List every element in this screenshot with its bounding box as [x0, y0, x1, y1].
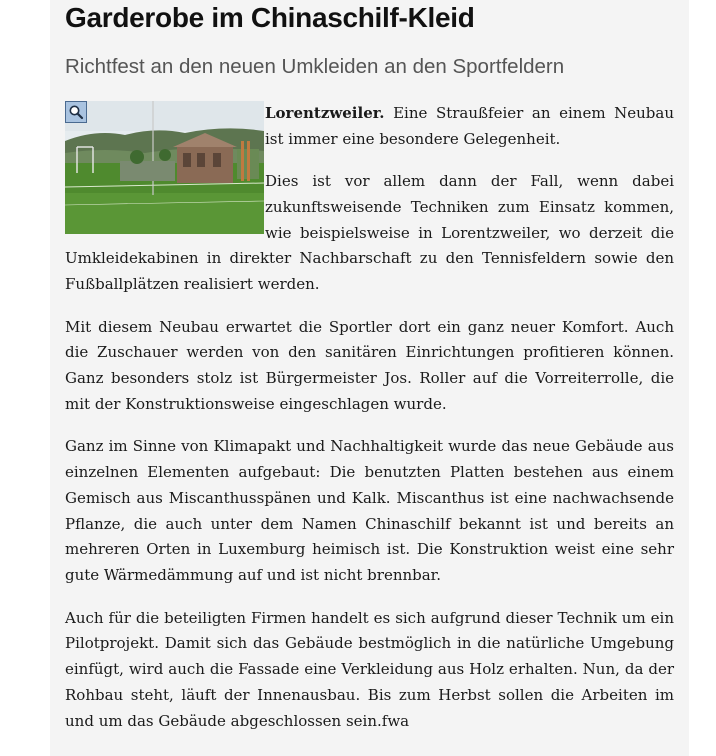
article-photo[interactable] — [65, 101, 264, 234]
article-title: Garderobe im Chinaschilf-Kleid — [65, 2, 475, 33]
article-subtitle: Richtfest an den neuen Umkleiden an den Sportfeldern — [65, 55, 565, 78]
article-dateline: Lorentzweiler. — [265, 104, 385, 122]
article-paragraph-text: Eine Straußfeier an einem Neubau ist immer eine besondere Gelegenheit. — [265, 104, 674, 148]
sports-field-photo — [65, 101, 264, 234]
article-paragraph: Ganz im Sinne von Klimapakt und Nachhaltigkeit wurde das neue Gebäude aus einzelnen Elementen aufgebaut: Die benutzten Platten bestehen aus einem Gemisch aus Miscanthusspänen und Kalk. Miscanthus ist eine nachwachsende Pflanze, die auch unter dem Namen Chinaschilf bekannt ist und bereits an mehreren Orten in Luxemburg heimisch ist. Die Konstruktion weist eine sehr gute Wärmedämmung auf und ist nicht brennbar. — [65, 437, 674, 585]
article-paragraph: Dies ist vor allem dann der Fall, wenn dabei zukunftsweisende Techniken zum Einsatz kommen, wie beispielsweise in Lorentzweiler, wo derzeit die Umkleidekabinen in direkter Nachbarschaft zu den Tennisfeldern sowie den Fußballplätzen realisiert werden. — [65, 172, 674, 294]
article-body — [65, 101, 674, 751]
magnifier-icon — [68, 104, 84, 120]
article-paragraph: Auch für die beteiligten Firmen handelt es sich aufgrund dieser Technik um ein Pilotprojekt. Damit sich das Gebäude bestmöglich in die natürliche Umgebung einfügt, wird auch die Fassade eine Verkleidung aus Holz erhalten. Nun, da der Rohbau steht, läuft der Innenausbau. Bis zum Herbst sollen die Arbeiten im und um das Gebäude abgeschlossen sein.fwa — [65, 608, 674, 730]
article-paragraph: Mit diesem Neubau erwartet die Sportler dort ein ganz neuer Komfort. Auch die Zuschauer werden von den sanitären Einrichtungen profitieren können. Ganz besonders stolz ist Bürgermeister Jos. Roller auf die Vorreiterrolle, die mit der Konstruktionsweise eingeschlagen wurde. — [65, 317, 674, 413]
zoom-button[interactable] — [65, 101, 87, 123]
